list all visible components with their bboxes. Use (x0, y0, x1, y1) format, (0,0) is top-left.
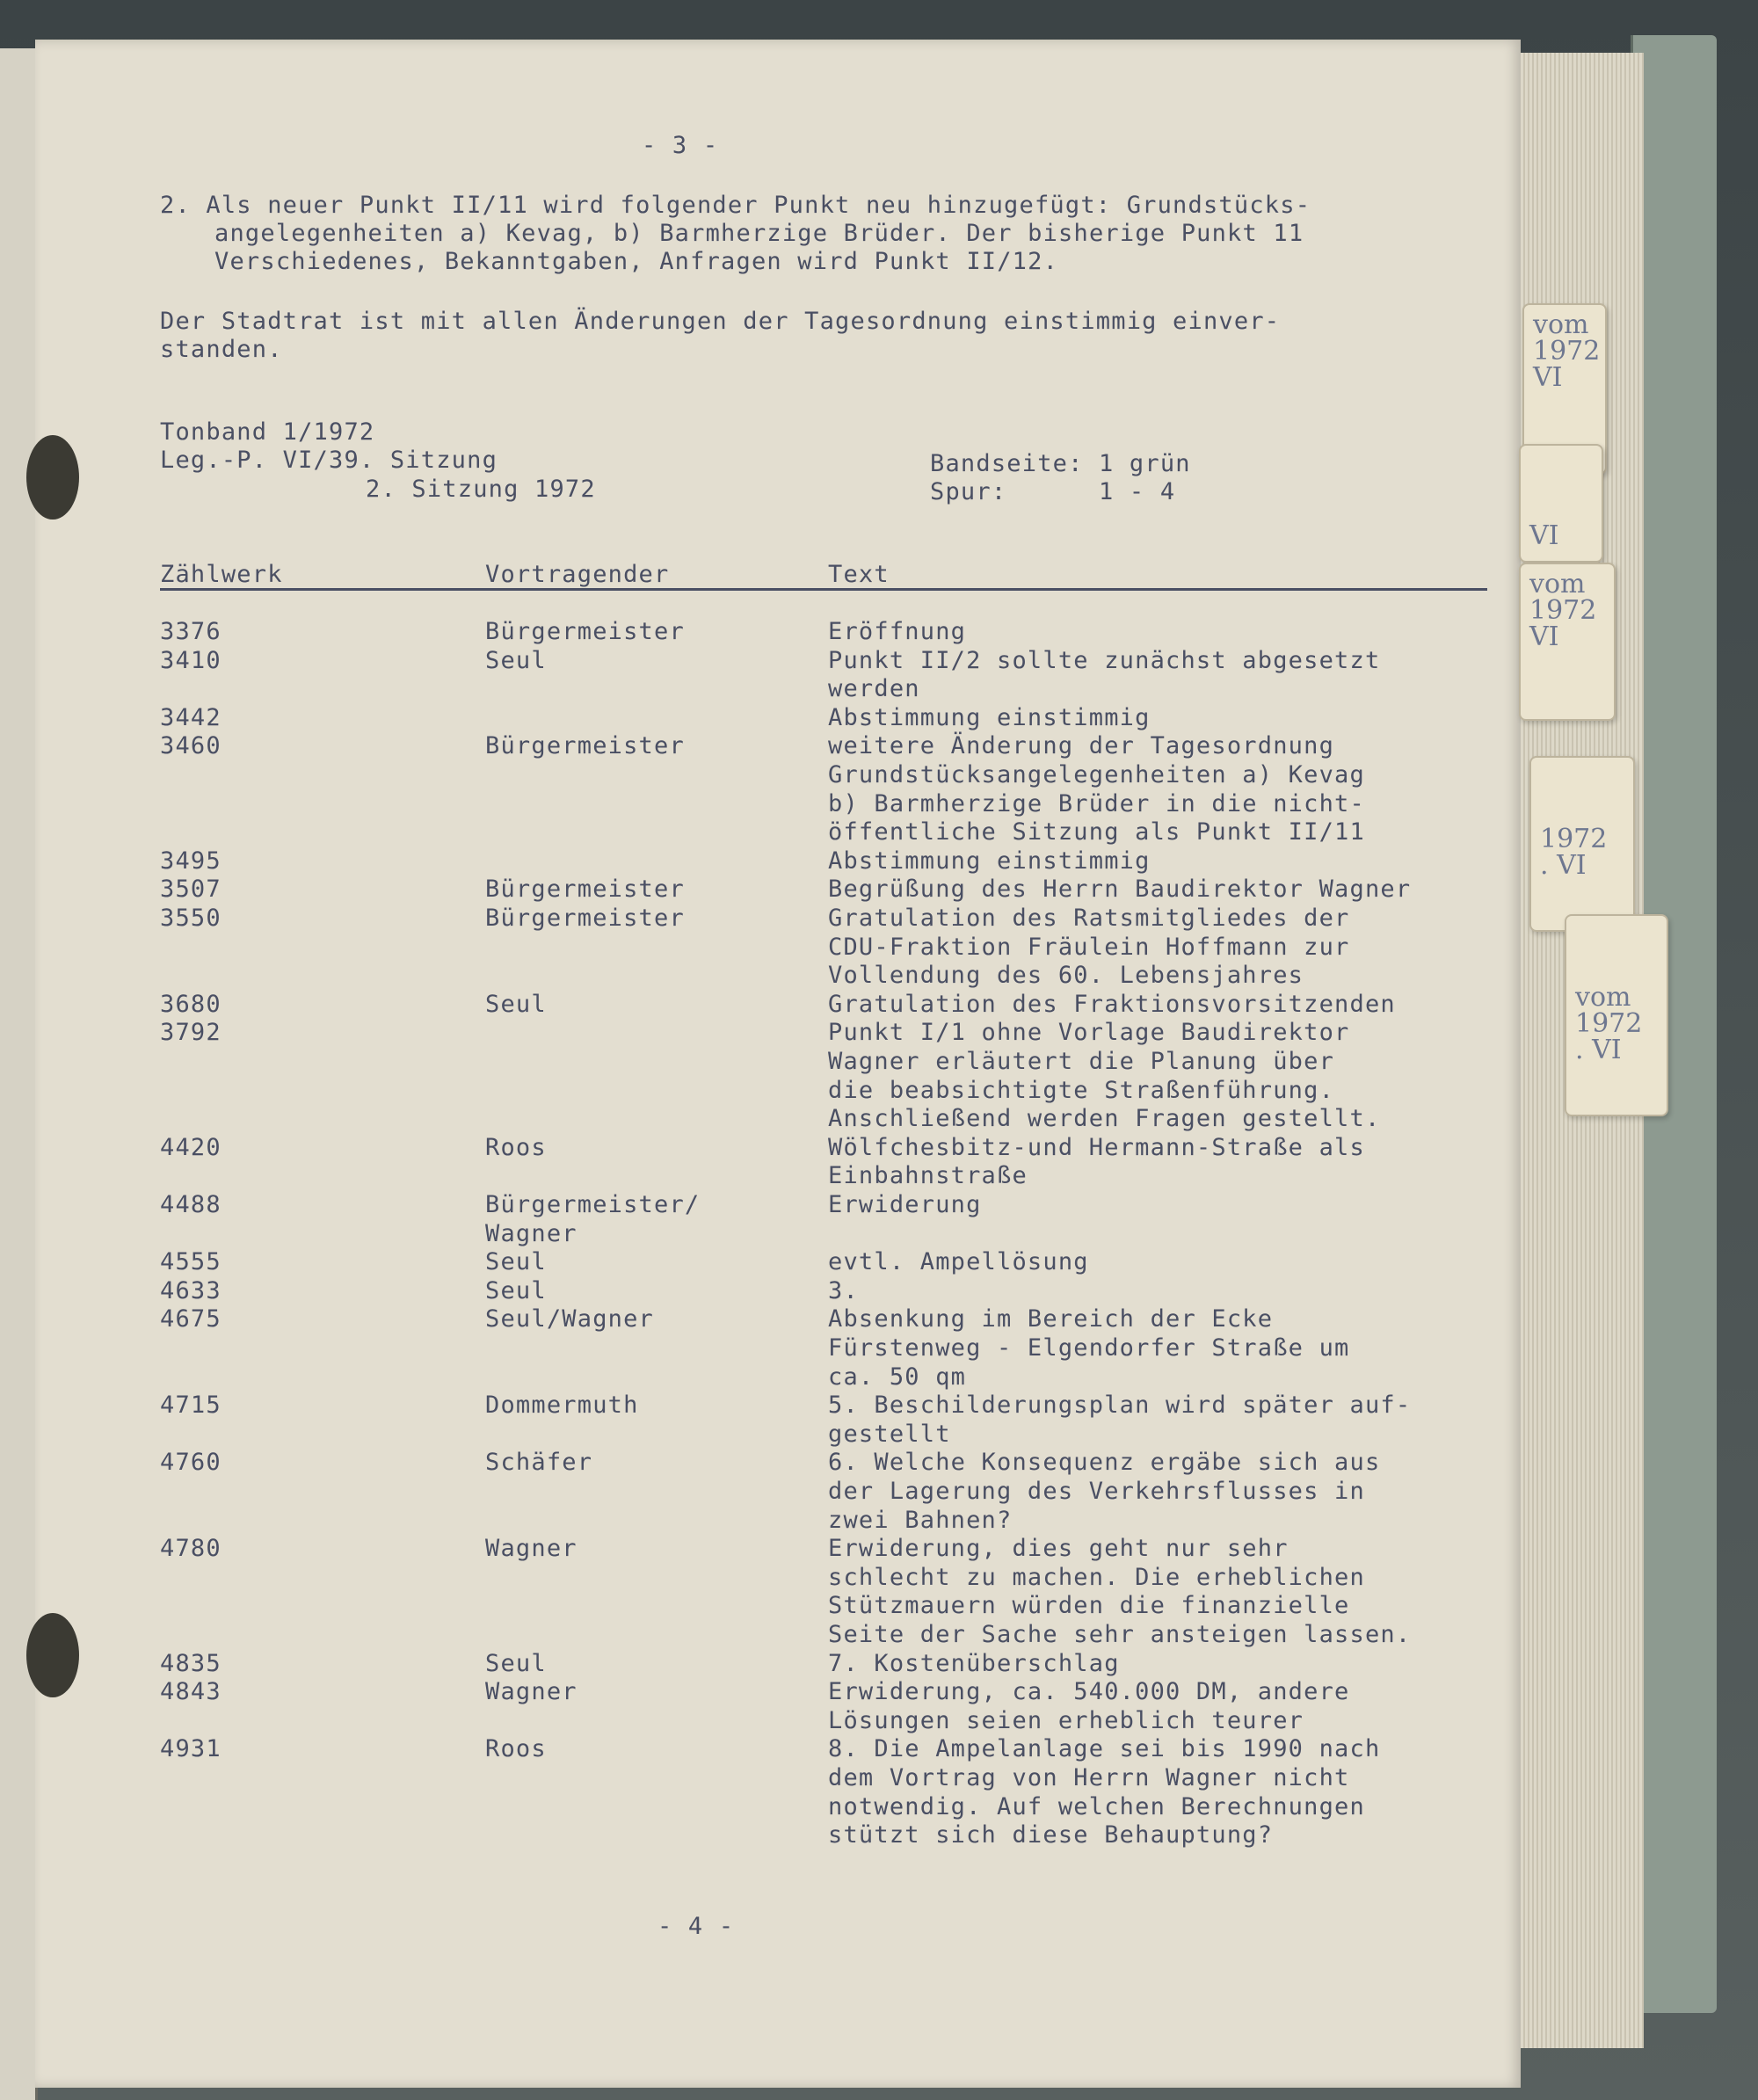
speaker-name: Dommermuth (485, 1392, 639, 1420)
legislature-label: Leg.-P. VI/39. Sitzung (160, 447, 498, 474)
transcript-text: der Lagerung des Verkehrsflusses in (828, 1478, 1365, 1505)
transcript-text: Anschließend werden Fragen gestellt. (828, 1105, 1381, 1133)
transcript-text: werden (828, 675, 920, 703)
transcript-text: Punkt I/1 ohne Vorlage Baudirektor (828, 1019, 1350, 1047)
counter-value: 3410 (160, 646, 222, 674)
tab-text: VI (1529, 621, 1559, 652)
transcript-text: öffentliche Sitzung als Punkt II/11 (828, 818, 1365, 847)
transcript-text: b) Barmherzige Brüder in die nicht- (828, 789, 1365, 817)
intro-line: 2. Als neuer Punkt II/11 wird folgender Punkt neu hinzugefügt: Grundstücks- (160, 192, 1311, 219)
counter-value: 4488 (160, 1191, 222, 1218)
transcript-text: CDU-Fraktion Fräulein Hoffmann zur (828, 933, 1350, 961)
transcript-text: Abstimmung einstimmig (828, 703, 1151, 731)
tab-text: vom (1529, 569, 1586, 599)
speaker-name: Bürgermeister (485, 876, 685, 904)
index-tab-4 (1529, 756, 1635, 932)
transcript-text: evtl. Ampellösung (828, 1248, 1089, 1276)
transcript-text: Fürstenweg - Elgendorfer Straße um (828, 1334, 1350, 1362)
speaker-name: Wagner (485, 1535, 578, 1563)
speaker-name: Schäfer (485, 1449, 593, 1477)
transcript-text: 8. Die Ampelanlage sei bis 1990 nach (828, 1735, 1381, 1763)
counter-value: 4843 (160, 1678, 222, 1706)
index-tab-5 (1565, 914, 1668, 1116)
speaker-name: Roos (485, 1735, 547, 1763)
tab-text: 1972 (1540, 824, 1608, 854)
counter-value: 3376 (160, 618, 222, 645)
counter-value: 4760 (160, 1449, 222, 1477)
header-vortragender: Vortragender (485, 561, 670, 588)
transcript-text: gestellt (828, 1420, 951, 1448)
speaker-name: Bürgermeister/ (485, 1191, 701, 1218)
counter-value: 4931 (160, 1735, 222, 1763)
transcript-text: schlecht zu machen. Die erheblichen (828, 1563, 1365, 1591)
transcript-text: 7. Kostenüberschlag (828, 1649, 1120, 1677)
tab-text: VI (1533, 362, 1563, 393)
page-number-top: - 3 - (642, 132, 719, 159)
counter-value: 4420 (160, 1133, 222, 1161)
transcript-text: Abstimmung einstimmig (828, 847, 1151, 875)
speaker-name: Seul (485, 990, 547, 1018)
transcript-text: Erwiderung, dies geht nur sehr (828, 1535, 1289, 1563)
counter-value: 4675 (160, 1305, 222, 1333)
counter-value: 4555 (160, 1248, 222, 1276)
speaker-name: Seul (485, 1649, 547, 1677)
transcript-text: Gratulation des Ratsmitgliedes der (828, 905, 1350, 932)
transcript-text: notwendig. Auf welchen Berechnungen (828, 1792, 1365, 1820)
transcript-text: Absenkung im Bereich der Ecke (828, 1305, 1274, 1333)
transcript-text: ca. 50 qm (828, 1362, 967, 1391)
punch-hole-bottom (26, 1613, 79, 1697)
transcript-text: die beabsichtigte Straßenführung. (828, 1076, 1335, 1104)
transcript-text: 5. Beschilderungsplan wird später auf- (828, 1392, 1412, 1420)
tab-text: 1972 (1529, 595, 1597, 626)
transcript-text: Vollendung des 60. Lebensjahres (828, 962, 1304, 990)
counter-value: 4715 (160, 1392, 222, 1420)
counter-value: 3550 (160, 905, 222, 932)
speaker-name: Bürgermeister (485, 732, 685, 760)
transcript-text: Seite der Sache sehr ansteigen lassen. (828, 1621, 1412, 1648)
speaker-name: Bürgermeister (485, 618, 685, 645)
intro-line: Verschiedenes, Bekanntgaben, Anfragen wird Punkt II/12. (214, 248, 1059, 275)
transcript-text: Eröffnung (828, 618, 967, 645)
tab-text: . VI (1540, 850, 1587, 881)
counter-value: 4835 (160, 1649, 222, 1677)
transcript-text: 6. Welche Konsequenz ergäbe sich aus (828, 1449, 1381, 1477)
intro-line: standen. (160, 336, 283, 363)
tab-text: 1972 (1575, 1008, 1643, 1039)
index-tab-3 (1519, 563, 1616, 721)
counter-value: 3442 (160, 703, 222, 731)
speaker-name: Wagner (485, 1678, 578, 1706)
transcript-text: Gratulation des Fraktionsvorsitzenden (828, 990, 1396, 1018)
transcript-text: stützt sich diese Behauptung? (828, 1821, 1274, 1849)
header-text: Text (828, 561, 890, 588)
tab-text: VI (1529, 520, 1559, 551)
session-label: 2. Sitzung 1972 (366, 476, 596, 503)
transcript-text: weitere Änderung der Tagesordnung (828, 732, 1335, 760)
punch-hole-top (26, 435, 79, 520)
counter-value: 3495 (160, 847, 222, 875)
transcript-text: Begrüßung des Herrn Baudirektor Wagner (828, 876, 1412, 904)
transcript-text: Stützmauern würden die finanzielle (828, 1592, 1350, 1620)
header-zaehlwerk: Zählwerk (160, 561, 283, 588)
tab-text: . VI (1575, 1035, 1622, 1065)
counter-value: 4780 (160, 1535, 222, 1563)
speaker-name: Roos (485, 1133, 547, 1161)
speaker-name: Seul/Wagner (485, 1305, 655, 1333)
transcript-text: Erwiderung (828, 1191, 982, 1218)
speaker-name: Seul (485, 1276, 547, 1304)
transcript-text: dem Vortrag von Herrn Wagner nicht (828, 1764, 1350, 1791)
tonband-label: Tonband 1/1972 (160, 418, 375, 446)
left-page-edge (0, 48, 38, 2100)
transcript-text: Einbahnstraße (828, 1162, 1028, 1190)
transcript-text: 3. (828, 1276, 859, 1304)
transcript-text: Punkt II/2 sollte zunächst abgesetzt (828, 646, 1381, 674)
intro-line: Der Stadtrat ist mit allen Änderungen der Tagesordnung einstimmig einver- (160, 308, 1281, 335)
bandseite-label: Bandseite: 1 grün (930, 450, 1191, 477)
speaker-name: Wagner (485, 1219, 578, 1247)
page-number-bottom: - 4 - (657, 1913, 735, 1940)
counter-value: 4633 (160, 1276, 222, 1304)
transcript-text: Wölfchesbitz-und Hermann-Straße als (828, 1133, 1365, 1161)
counter-value: 3507 (160, 876, 222, 904)
index-tab-2 (1519, 444, 1603, 563)
tab-text: 1972 (1533, 336, 1601, 367)
speaker-name: Bürgermeister (485, 905, 685, 932)
counter-value: 3792 (160, 1019, 222, 1047)
speaker-name: Seul (485, 1248, 547, 1276)
transcript-text: Grundstücksangelegenheiten a) Kevag (828, 761, 1365, 788)
transcript-text: Lösungen seien erheblich teurer (828, 1706, 1304, 1734)
intro-line: angelegenheiten a) Kevag, b) Barmherzige Brüder. Der bisherige Punkt 11 (214, 220, 1304, 247)
transcript-text: Wagner erläutert die Planung über (828, 1048, 1335, 1075)
spur-label: Spur: 1 - 4 (930, 478, 1176, 505)
header-rule (160, 588, 1487, 591)
counter-value: 3680 (160, 990, 222, 1018)
transcript-text: Erwiderung, ca. 540.000 DM, andere (828, 1678, 1350, 1706)
tab-text: vom (1575, 982, 1631, 1013)
counter-value: 3460 (160, 732, 222, 760)
tab-text: vom (1533, 309, 1589, 340)
speaker-name: Seul (485, 646, 547, 674)
transcript-text: zwei Bahnen? (828, 1506, 1013, 1534)
